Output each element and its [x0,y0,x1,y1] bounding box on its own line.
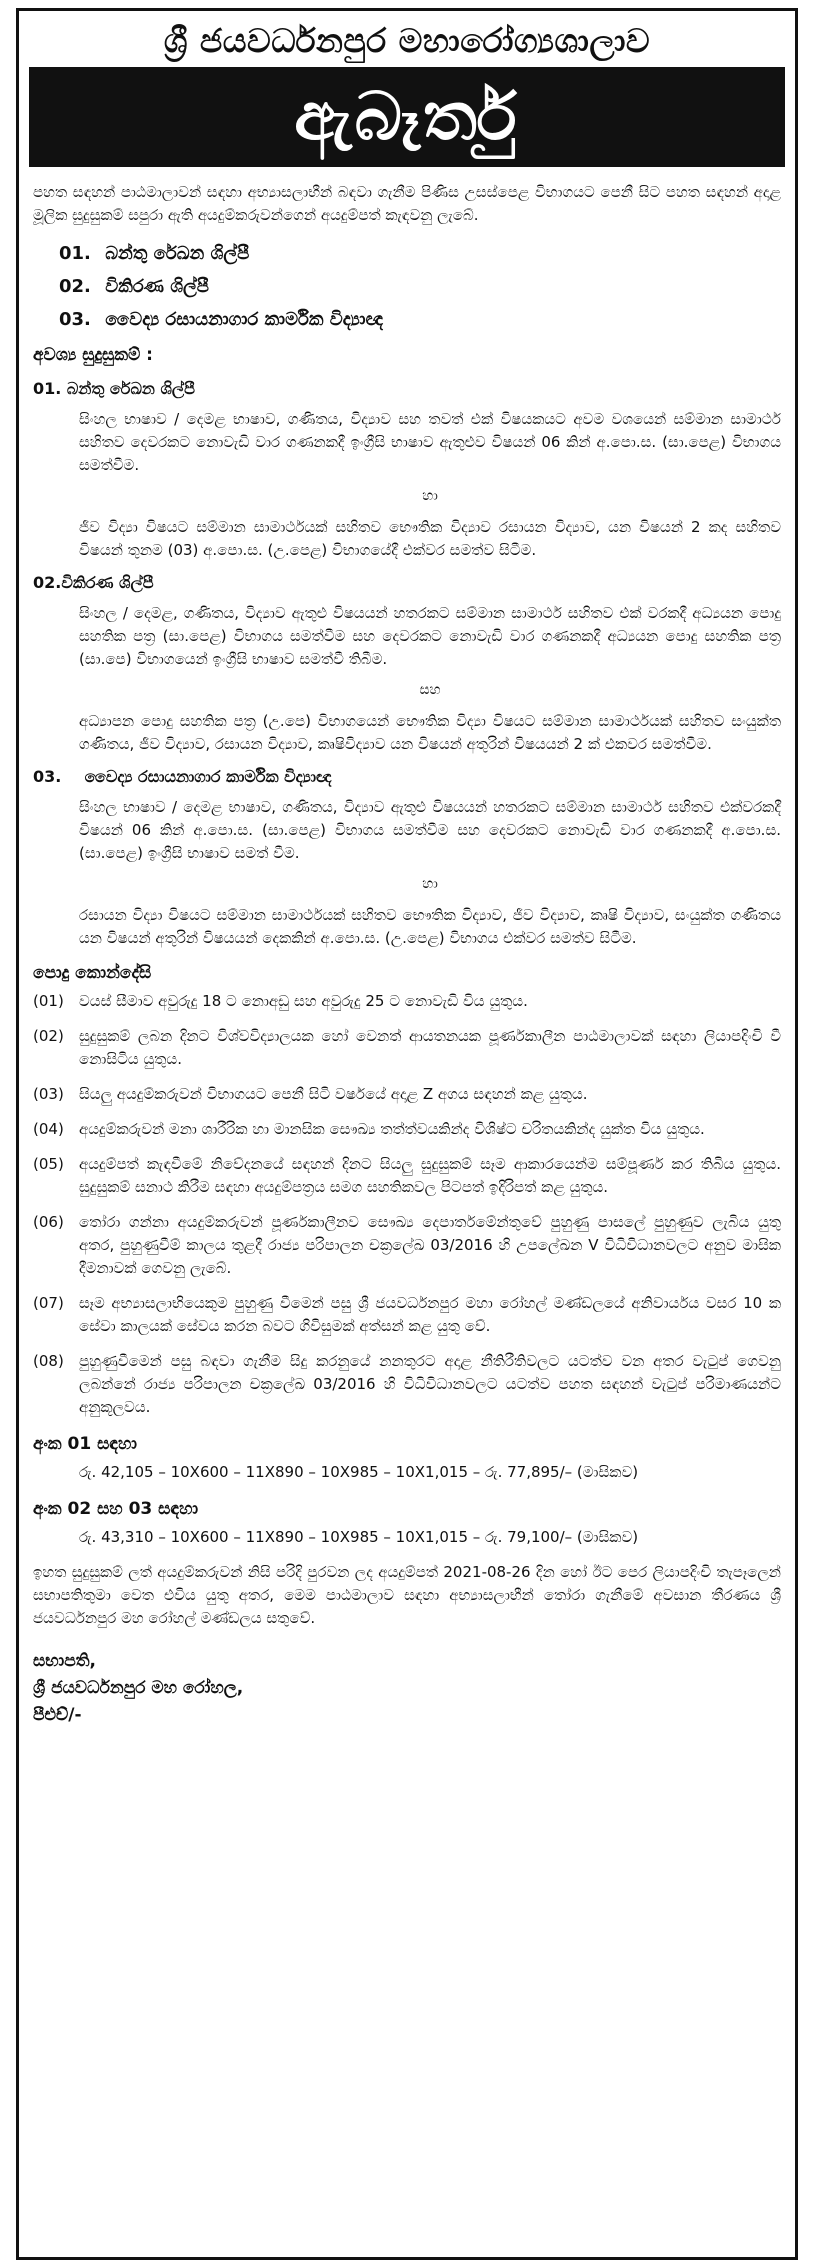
condition-item [33,1350,781,1419]
course-list [59,237,781,336]
qualification-3-heading [33,764,781,790]
closing-paragraph: ඉහත සුදුසුකම් ලත් අයදුම්කරුවන් නිසි පරිදි පුරවන ලද අයදුම්පත් 2021-08-26 දින හෝ ඊට පෙර ලියාපදිංචි තැපෑලෙන් සභාපතිතුමා වෙත එවිය යුතු අතර, මෙම පාඨමාලාව සඳහා අභ්‍යාසලාභීන් තෝරා ගැනීමේ අවසාන තීරණය ශ්‍රී ජයවර්ධනපුර මහ රෝහල් මණ්ඩලය සතුවේ. [33,1563,781,1627]
institution-title: ශ්‍රී ජයවර්ධනපුර මහාරෝග්‍යශාලාව [163,21,651,60]
qualification-2-paragraph-2: අධ්‍යාපන පොදු සහතික පත්‍ර (උ.පෙ) විභාගයෙන් භෞතික විද්‍යා විෂයට සම්මාන සාමාර්ථයක් සහිතව සංයුක්ත ගණිතය, ජීව විද්‍යාව, රසායන විද්‍යාව, කෘෂිවිද්‍යාව යන විෂයන් අතුරින් විෂයයන් 2 ක් එකවර සමත්වීම. [79,712,781,753]
course-item [59,303,781,336]
qualification-2-connector: සහ [419,682,441,698]
condition-number: (04) [33,1120,64,1138]
banner-text: ඇබෑර්තු [294,77,520,155]
condition-item [33,1025,781,1071]
intro-paragraph: පහත සඳහන් පාඨමාලාවන් සඳහා අභ්‍යාසලාභීන් බඳවා ගැනීම පිණිස උසස්පෙළ විභාගයට පෙනී සිට පහත සඳහන් අදාළ මූලික සුදුසුකම් සපුරා ඇති අයදුම්කරුවන්ගෙන් අයදුම්පත් කැඳවනු ලැබේ. [33,183,781,224]
course-number: 01. [59,243,91,264]
condition-number: (05) [33,1155,64,1173]
qualification-1-connector: හා [422,488,438,504]
condition-text: සෑම අභ්‍යාසලාභියෙකුම පුහුණු වීමෙන් පසු ශ්‍රී ජයවර්ධනපුර මහා රෝහල් මණ්ඩලයේ අනිවාර්යය වසර 10 ක සේවා කාලයක් සේවය කරන බවට ගිවිසුමක් අත්සන් කළ යුතු වේ. [79,1294,781,1335]
condition-item [33,1118,781,1141]
signature-reference: පීඑච්/- [33,1705,82,1725]
condition-text: පුහුණුවීමෙන් පසු බඳවා ගැනීම සිදු කරනුයේ නනතුරට අදාළ නීතිරීතිවලට යටත්ව වන අතර වැටුප් ගෙවනු ලබන්නේ රාජ්‍ය පරිපාලන චක්‍රලේඛ 03/2016 හි විධිවිධානවලට යටත්ව පහත සඳහන් වැටුප් පරිමාණයන්ට අනුකූලවය. [79,1352,781,1416]
condition-number: (06) [33,1213,64,1231]
condition-text: අයදුම්පත් කැඳවීමේ නිවේදනයේ සඳහන් දිනට සියලු සුදුසුකම් සෑම ආකාරයෙන්ම සම්පූර්ණ කර තිබිය යුතුය. සුදුසුකම් සනාථ කිරීම සඳහා අයදුම්පත්‍රය සමග සහතිකවල පිටපත් ඉදිරිපත් කළ යුතුය. [79,1155,781,1196]
qualifications-heading: අවශ්‍ය සුදුසුකම් : [33,345,153,365]
qualification-1-paragraph-1: සිංහල භාෂාව / දෙමළ භාෂාව, ගණිතය, විද්‍යාව සහ තවත් එක් විෂයකයට අවම වශයෙන් සම්මාන සාමාර්ථ සහිතව දෙවරකට නොවැඩි වාර ගණනකදී ඉංග්‍රීසි භාෂාව ඇතුළුව විෂයන් 06 කින් අ.පො.ස. (සා.පෙළ) විභාගය සමත්වීම. [79,410,781,474]
signature-block [33,1648,781,1729]
qualification-2-heading: 02.විකිරණ ශිල්පී [33,573,154,592]
salary-2-heading: අංක 02 සහ 03 සඳහා [33,1499,199,1519]
signature-institution: ශ්‍රී ජයවර්ධනපුර මහ රෝහල, [33,1678,244,1698]
condition-text: සියලු අයදුම්කරුවන් විභාගයට පෙනී සිටි වර්ෂයේ අදාළ Z අගය සඳහන් කළ යුතුය. [79,1085,588,1103]
condition-text: අයදුම්කරුවන් මනා ශාරීරික හා මානසික සෞඛ්‍ය තත්ත්වයකින්ද විශිෂ්ට චරිතයකින්ද යුක්ත විය යුතුය. [79,1120,705,1138]
qualification-3-paragraph-1: සිංහල භාෂාව / දෙමළ භාෂාව, ගණිතය, විද්‍යාව ඇතුළු විෂයයන් හතරකට සම්මාන සාමාර්ථ සහිතව එක්වරකදී විෂයන් 06 කින් අ.පො.ස. (සා.පෙළ) විභාගය සමත්වීම සහ දෙවරකට නොවැඩි වාර ගණනකදී අ.පො.ස. (සා.පෙළ) ඉංග්‍රීසි භාෂාව සමත් වීම. [79,798,781,862]
salary-2-scale: රු. 43,310 – 10X600 – 11X890 – 10X985 – 10X1,015 – රු. 79,100/– (මාසිකව) [79,1528,639,1546]
condition-number: (02) [33,1027,64,1045]
qualification-1-paragraph-2: ජීව විද්‍යා විෂයට සම්මාන සාමාර්ථයක් සහිතව භෞතික විද්‍යාව රසායන විද්‍යාව, යන විෂයන් 2 කද සහිතව විෂයන් තුනම (03) අ.පො.ස. (උ.පෙළ) විභාගයේදී එක්වර සමත්ව සිටීම. [79,518,781,559]
course-title: විකිරණ ශිල්පී [105,276,209,297]
condition-text: වයස් සීමාව අවුරුදු 18 ට නොඅඩු සහ අවුරුදු 25 ට නොවැඩි විය යුතුය. [79,992,528,1010]
course-item [59,237,781,270]
qualification-1-heading: 01. බන්තු රේඛන ශිල්පී [33,379,195,398]
condition-text: තෝරා ගන්නා අයදුම්කරුවන් පූර්ණකාලීනව සෞඛ්‍ය දෙපාර්තමේන්තුවේ පුහුණු පාසලේ පුහුණුව ලැබිය යුතු අතර, පුහුණුවීම් කාලය තුළදී රාජ්‍ය පරිපාලන චක්‍රලේඛ 03/2016 හි උපලේඛන V විධිවිධානවලට අනුව මාසික දීමනාවක් ගෙවනු ලැබේ. [79,1213,781,1277]
qualification-2-paragraph-1: සිංහල / දෙමළ, ගණිතය, විද්‍යාව ඇතුළු විෂයයන් හතරකට සම්මාන සාමාර්ථ සහිතව එක් වරකදී අධ්‍යයන පොදු සහතික පත්‍ර (සා.පෙළ) විභාගය සමත්වීම සහ දෙවරකට නොවැඩි වාර ගණනකදී අධ්‍යයන පොදු සහතික පත්‍ර (සා.පෙ) විභාගයෙන් ඉංග්‍රීසි භාෂාව සමත්වී තිබීම. [79,604,781,668]
qualification-3-paragraph-2: රසායන විද්‍යා විෂයට සම්මාන සාමාර්ථයක් සහිතව භෞතික විද්‍යාව, ජීව විද්‍යාව, කෘෂි විද්‍යාව, සංයුක්ත ගණිතය යන විෂයන් අතුරින් විෂයයන් දෙකකින් අ.පො.ස. (උ.පෙළ) විභාගය එක්වර සමත්ව සිටීම. [79,906,781,947]
condition-number: (03) [33,1085,64,1103]
condition-number: (08) [33,1352,64,1370]
course-title: වෛද්‍ය රසායනාගාර කාර්මික විද්‍යාඥ [105,309,384,330]
salary-1-heading: අංක 01 සඳහා [33,1434,137,1454]
signature-title: සභාපති, [33,1651,96,1671]
condition-item [33,1292,781,1338]
condition-number: (01) [33,992,64,1010]
course-number: 03. [59,309,91,330]
qualification-3-title: වෛද්‍ය රසායනාගාර කාර්මික විද්‍යාඥ [84,767,332,786]
condition-item [33,990,781,1013]
vacancies-banner [29,67,785,167]
condition-number: (07) [33,1294,64,1312]
salary-1-scale: රු. 42,105 – 10X600 – 11X890 – 10X985 – 10X1,015 – රු. 77,895/– (මාසිකව) [79,1463,639,1481]
condition-item [33,1153,781,1199]
qualification-3-connector: හා [422,876,438,892]
course-item [59,270,781,303]
general-conditions-heading: පොදු කොන්දේසි [33,963,152,983]
condition-text: සුදුසුකම් ලබන දිනට විශ්වවිද්‍යාලයක හෝ වෙනත් ආයතනයක පූර්ණකාලීන පාඨමාලාවක් සඳහා ලියාපදිංචි වී නොසිටිය යුතුය. [79,1027,781,1068]
advertisement-frame [16,8,798,2260]
condition-item [33,1083,781,1106]
condition-item [33,1211,781,1280]
course-number: 02. [59,276,91,297]
course-title: බන්තු රේඛන ශිල්පී [105,243,250,264]
qualification-3-number: 03. [33,767,62,786]
advertisement-body [19,167,795,1729]
